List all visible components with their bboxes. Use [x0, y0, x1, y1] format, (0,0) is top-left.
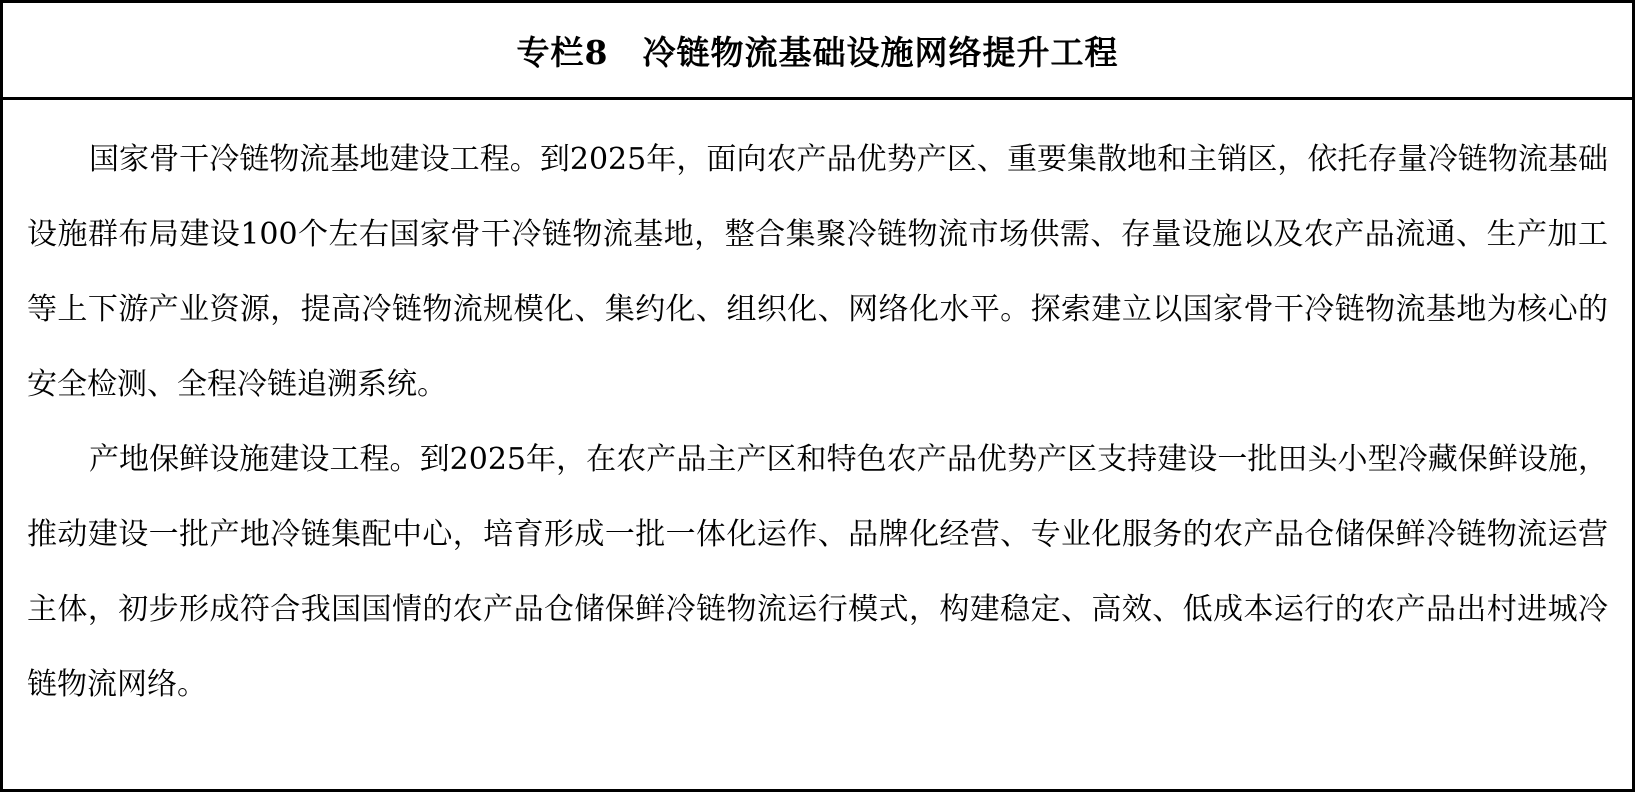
feature-box-header — [3, 3, 1632, 100]
paragraph-2: 产地保鲜设施建设工程。到2025年，在农产品主产区和特色农产品优势产区支持建设一批田头小型冷藏保鲜设施，推动建设一批产地冷链集配中心，培育形成一批一体化运作、品牌化经营、专业化服务的农产品仓储保鲜冷链物流运营主体，初步形成符合我国国情的农产品仓储保鲜冷链物流运行模式，构建稳定、高效、低成本运行的农产品出村进城冷链物流网络。 — [27, 442, 1608, 702]
paragraph-1: 国家骨干冷链物流基地建设工程。到2025年，面向农产品优势产区、重要集散地和主销区，依托存量冷链物流基础设施群布局建设100个左右国家骨干冷链物流基地，整合集聚冷链物流市场供需、存量设施以及农产品流通、生产加工等上下游产业资源，提高冷链物流规模化、集约化、组织化、网络化水平。探索建立以国家骨干冷链物流基地为核心的安全检测、全程冷链追溯系统。 — [27, 142, 1608, 402]
page-title: 专栏8 冷链物流基础设施网络提升工程 — [516, 32, 1119, 72]
feature-box-body — [3, 100, 1632, 789]
